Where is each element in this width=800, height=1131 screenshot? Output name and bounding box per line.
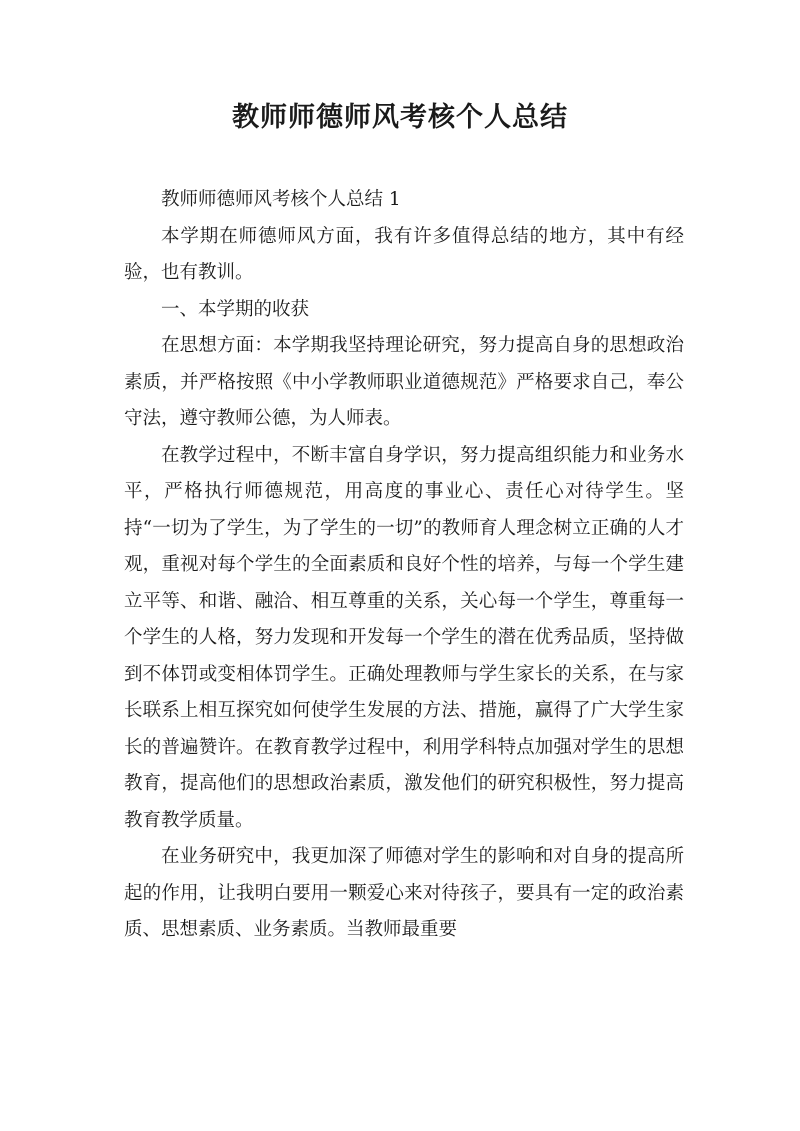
body-paragraph: 在思想方面：本学期我坚持理论研究，努力提高自身的思想政治素质，并严格按照《中小学教师职业道德规范》严格要求自己，奉公守法，遵守教师公德，为人师表。 — [124, 335, 684, 429]
body-paragraph: 在教学过程中，不断丰富自身学识，努力提高组织能力和业务水平，严格执行师德规范，用高度的事业心、责任心对待学生。坚持“一切为了学生，为了学生的一切”的教师育人理念树立正确的人才观，重视对每个学生的全面素质和良好个性的培养，与每一个学生建立平等、和谐、融洽、相互尊重的关系，关心每一个学生，尊重每一个学生的人格，努力发现和开发每一个学生的潜在优秀品质，坚持做到不体罚或变相体罚学生。正确处理教师与学生家长的关系，在与家长联系上相互探究如何使学生发展的方法、措施，赢得了广大学生家长的普遍赞许。在教育教学过程中，利用学科特点加强对学生的思想教育，提高他们的思想政治素质，激发他们的研究积极性，努力提高教育教学质量。 — [124, 444, 684, 831]
intro-paragraph: 本学期在师德师风方面，我有许多值得总结的地方，其中有经验，也有教训。 — [124, 225, 684, 283]
document-title: 教师师德师风考核个人总结 — [232, 102, 568, 133]
section-heading: 一、本学期的收获 — [161, 298, 310, 320]
section-subtitle: 教师师德师风考核个人总结 1 — [161, 189, 401, 210]
document-body — [124, 182, 684, 949]
body-paragraph: 在业务研究中，我更加深了师德对学生的影响和对自身的提高所起的作用，让我明白要用一颗爱心来对待孩子，要具有一定的政治素质、思想素质、业务素质。当教师最重要 — [124, 846, 684, 940]
